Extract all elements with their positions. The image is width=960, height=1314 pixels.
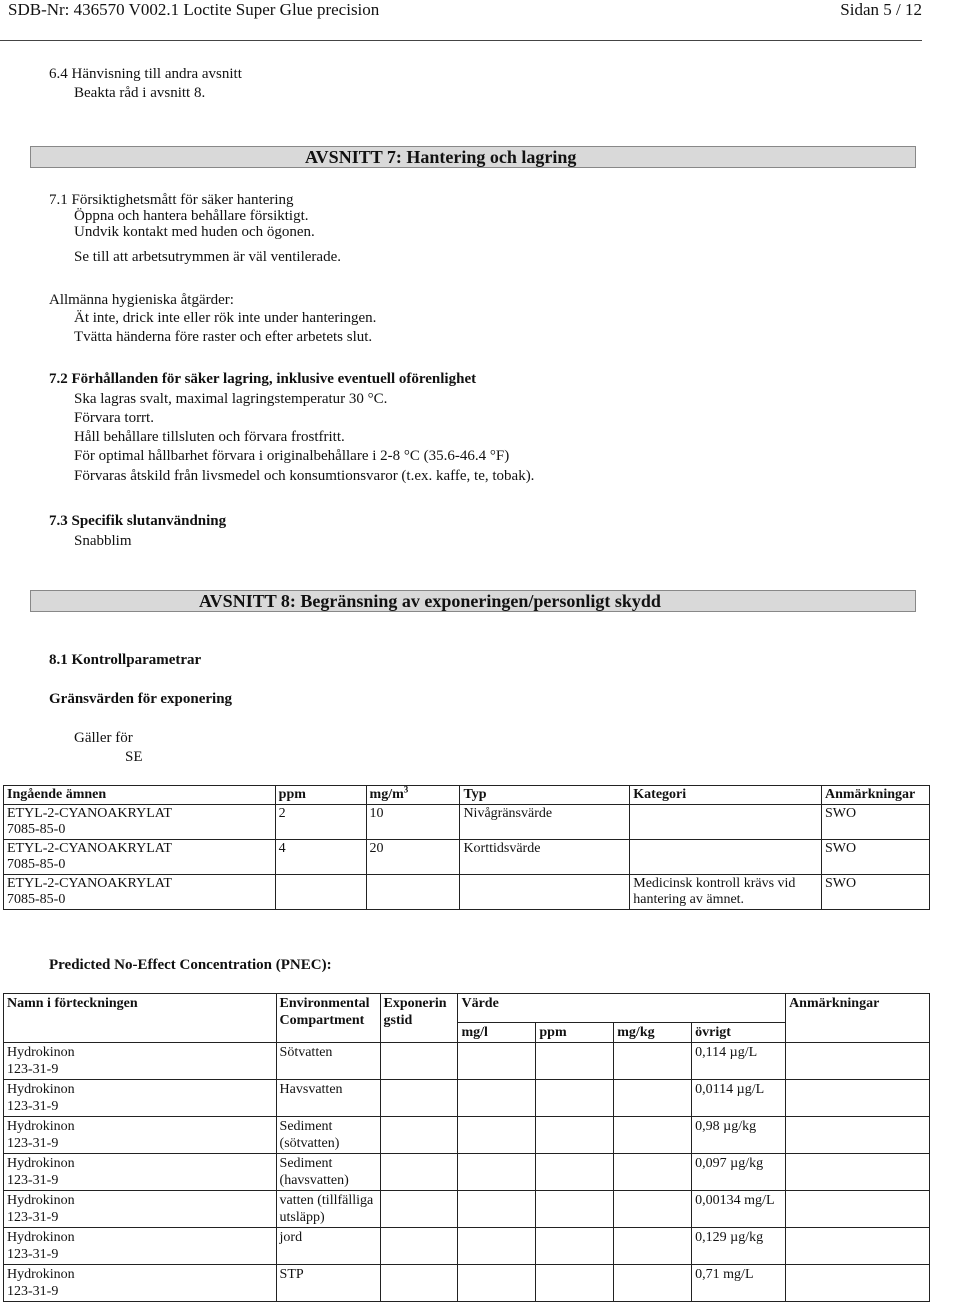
empty-cell <box>614 1228 692 1265</box>
other-cell: 0,00134 mg/L <box>692 1191 786 1228</box>
substance-name: ETYL-2-CYANOAKRYLAT <box>7 806 172 821</box>
s72-line: Förvaras åtskild från livsmedel och konsumtionsvaror (t.ex. kaffe, te, tobak). <box>74 468 535 484</box>
table-row <box>4 1080 930 1117</box>
col-header: mg/kg <box>614 1023 692 1043</box>
compartment-cell: STP <box>276 1265 380 1302</box>
other-cell: 0,98 µg/kg <box>692 1117 786 1154</box>
empty-cell <box>458 1043 536 1080</box>
substance-name: Hydrokinon <box>7 1082 75 1097</box>
empty-cell <box>614 1043 692 1080</box>
s72-line: För optimal hållbarhet förvara i originalbehållare i 2-8 °C (35.6-46.4 °F) <box>74 448 510 464</box>
empty-cell <box>786 1080 930 1117</box>
section-7-title: AVSNITT 7: Hantering och lagring <box>305 147 577 167</box>
type-cell <box>460 875 630 910</box>
name-cell <box>4 1117 277 1154</box>
section-8-title: AVSNITT 8: Begränsning av exponeringen/personligt skydd <box>199 591 661 611</box>
empty-cell <box>614 1117 692 1154</box>
document-id: SDB-Nr: 436570 V002.1 Loctite Super Glue precision <box>8 0 380 19</box>
s71-line: Undvik kontakt med huden och ögonen. <box>74 224 315 240</box>
pnec-table <box>3 993 930 1302</box>
empty-cell <box>536 1043 614 1080</box>
empty-cell <box>458 1154 536 1191</box>
table-row <box>4 875 930 910</box>
mgm3-cell: 10 <box>366 805 460 840</box>
col-header: Anmärkningar <box>821 786 929 805</box>
s72-title: 7.2 Förhållanden för säker lagring, inklusive eventuell oförenlighet <box>49 371 477 387</box>
empty-cell <box>458 1191 536 1228</box>
substance-cell <box>4 805 276 840</box>
name-cell <box>4 1265 277 1302</box>
section-7-header <box>30 146 916 168</box>
substance-cell <box>4 840 276 875</box>
header-divider <box>0 40 922 41</box>
substance-cas: 123-31-9 <box>7 1062 59 1077</box>
hygiene-title: Allmänna hygieniska åtgärder: <box>49 292 234 308</box>
substance-name: ETYL-2-CYANOAKRYLAT <box>7 876 172 891</box>
superscript: 3 <box>403 784 409 795</box>
substance-cas: 7085-85-0 <box>7 857 66 872</box>
other-cell: 0,097 µg/kg <box>692 1154 786 1191</box>
col-header: Environmental Compartment <box>276 994 380 1043</box>
ppm-cell: 4 <box>275 840 366 875</box>
s81-title: 8.1 Kontrollparametrar <box>49 652 202 668</box>
s64-title: 6.4 Hänvisning till andra avsnitt <box>49 66 242 82</box>
col-header-text: mg/m <box>369 787 404 802</box>
substance-name: Hydrokinon <box>7 1156 75 1171</box>
empty-cell <box>380 1265 458 1302</box>
table-row <box>4 1191 930 1228</box>
category-cell <box>630 840 822 875</box>
table-row <box>4 1117 930 1154</box>
name-cell <box>4 1154 277 1191</box>
substance-cas: 123-31-9 <box>7 1210 59 1225</box>
page-header <box>8 2 952 24</box>
empty-cell <box>536 1228 614 1265</box>
mgm3-cell: 20 <box>366 840 460 875</box>
s71-line: Se till att arbetsutrymmen är väl ventilerade. <box>74 249 341 265</box>
compartment-cell: vatten (tillfälliga utsläpp) <box>276 1191 380 1228</box>
empty-cell <box>380 1080 458 1117</box>
s71-title: 7.1 Försiktighetsmått för säker hantering <box>49 192 294 208</box>
empty-cell <box>786 1265 930 1302</box>
compartment-cell: Sediment (sötvatten) <box>276 1117 380 1154</box>
col-header: Exponerin gstid <box>380 994 458 1043</box>
s72-line: Förvara torrt. <box>74 410 154 426</box>
col-header: övrigt <box>692 1023 786 1043</box>
remarks-cell: SWO <box>821 875 929 910</box>
s73-text: Snabblim <box>74 533 132 549</box>
empty-cell <box>380 1154 458 1191</box>
table-row <box>4 1154 930 1191</box>
col-header <box>366 786 460 805</box>
empty-cell <box>786 1117 930 1154</box>
ppm-cell <box>275 875 366 910</box>
name-cell <box>4 1191 277 1228</box>
pnec-title: Predicted No-Effect Concentration (PNEC): <box>49 957 332 973</box>
substance-name: ETYL-2-CYANOAKRYLAT <box>7 841 172 856</box>
substance-cas: 123-31-9 <box>7 1173 59 1188</box>
substance-cas: 123-31-9 <box>7 1284 59 1299</box>
compartment-cell: jord <box>276 1228 380 1265</box>
hygiene-line: Ät inte, drick inte eller rök inte under hanteringen. <box>74 310 377 326</box>
substance-cas: 123-31-9 <box>7 1136 59 1151</box>
substance-cas: 123-31-9 <box>7 1247 59 1262</box>
s64-text: Beakta råd i avsnitt 8. <box>74 85 206 101</box>
table-header-row <box>4 786 930 805</box>
s72-line: Håll behållare tillsluten och förvara frostfritt. <box>74 429 345 445</box>
empty-cell <box>458 1228 536 1265</box>
other-cell: 0,129 µg/kg <box>692 1228 786 1265</box>
col-header: ppm <box>275 786 366 805</box>
name-cell <box>4 1043 277 1080</box>
empty-cell <box>536 1117 614 1154</box>
col-header: ppm <box>536 1023 614 1043</box>
remarks-cell: SWO <box>821 805 929 840</box>
category-cell: Medicinsk kontroll krävs vid hantering av ämnet. <box>630 875 822 910</box>
empty-cell <box>458 1265 536 1302</box>
substance-name: Hydrokinon <box>7 1193 75 1208</box>
col-header: mg/l <box>458 1023 536 1043</box>
col-header: Namn i förteckningen <box>4 994 277 1043</box>
ppm-cell: 2 <box>275 805 366 840</box>
compartment-cell: Sötvatten <box>276 1043 380 1080</box>
table-row <box>4 840 930 875</box>
empty-cell <box>536 1191 614 1228</box>
pnec-header-row <box>4 994 930 1023</box>
substance-cas: 7085-85-0 <box>7 822 66 837</box>
empty-cell <box>380 1117 458 1154</box>
substance-cas: 123-31-9 <box>7 1099 59 1114</box>
empty-cell <box>380 1228 458 1265</box>
empty-cell <box>614 1191 692 1228</box>
empty-cell <box>614 1154 692 1191</box>
type-cell: Nivågränsvärde <box>460 805 630 840</box>
col-header: Kategori <box>630 786 822 805</box>
category-cell <box>630 805 822 840</box>
applies-label: Gäller för <box>74 730 133 746</box>
mgm3-cell <box>366 875 460 910</box>
col-header: Värde <box>458 994 786 1023</box>
col-header: Ingående ämnen <box>4 786 276 805</box>
compartment-cell: Sediment (havsvatten) <box>276 1154 380 1191</box>
s71-line: Öppna och hantera behållare försiktigt. <box>74 208 309 224</box>
substance-cas: 7085-85-0 <box>7 892 66 907</box>
empty-cell <box>380 1043 458 1080</box>
empty-cell <box>786 1043 930 1080</box>
table-row <box>4 1265 930 1302</box>
name-cell <box>4 1080 277 1117</box>
applies-value: SE <box>125 749 143 765</box>
s73-title: 7.3 Specifik slutanvändning <box>49 513 227 529</box>
s81-subtitle: Gränsvärden för exponering <box>49 691 233 707</box>
page-number: Sidan 5 / 12 <box>840 0 922 19</box>
empty-cell <box>536 1080 614 1117</box>
empty-cell <box>614 1265 692 1302</box>
other-cell: 0,71 mg/L <box>692 1265 786 1302</box>
other-cell: 0,0114 µg/L <box>692 1080 786 1117</box>
empty-cell <box>786 1154 930 1191</box>
exposure-limits-table <box>3 785 930 910</box>
table-row <box>4 805 930 840</box>
type-cell: Korttidsvärde <box>460 840 630 875</box>
empty-cell <box>536 1265 614 1302</box>
empty-cell <box>536 1154 614 1191</box>
empty-cell <box>614 1080 692 1117</box>
substance-cell <box>4 875 276 910</box>
empty-cell <box>458 1117 536 1154</box>
section-8-header <box>30 590 916 612</box>
other-cell: 0,114 µg/L <box>692 1043 786 1080</box>
hygiene-line: Tvätta händerna före raster och efter arbetets slut. <box>74 329 373 345</box>
col-header: Typ <box>460 786 630 805</box>
table-row <box>4 1228 930 1265</box>
substance-name: Hydrokinon <box>7 1267 75 1282</box>
empty-cell <box>458 1080 536 1117</box>
empty-cell <box>786 1191 930 1228</box>
compartment-cell: Havsvatten <box>276 1080 380 1117</box>
empty-cell <box>380 1191 458 1228</box>
substance-name: Hydrokinon <box>7 1045 75 1060</box>
remarks-cell: SWO <box>821 840 929 875</box>
table-row <box>4 1043 930 1080</box>
substance-name: Hydrokinon <box>7 1230 75 1245</box>
s72-line: Ska lagras svalt, maximal lagringstemperatur 30 °C. <box>74 391 388 407</box>
substance-name: Hydrokinon <box>7 1119 75 1134</box>
empty-cell <box>786 1228 930 1265</box>
name-cell <box>4 1228 277 1265</box>
col-header: Anmärkningar <box>786 994 930 1043</box>
